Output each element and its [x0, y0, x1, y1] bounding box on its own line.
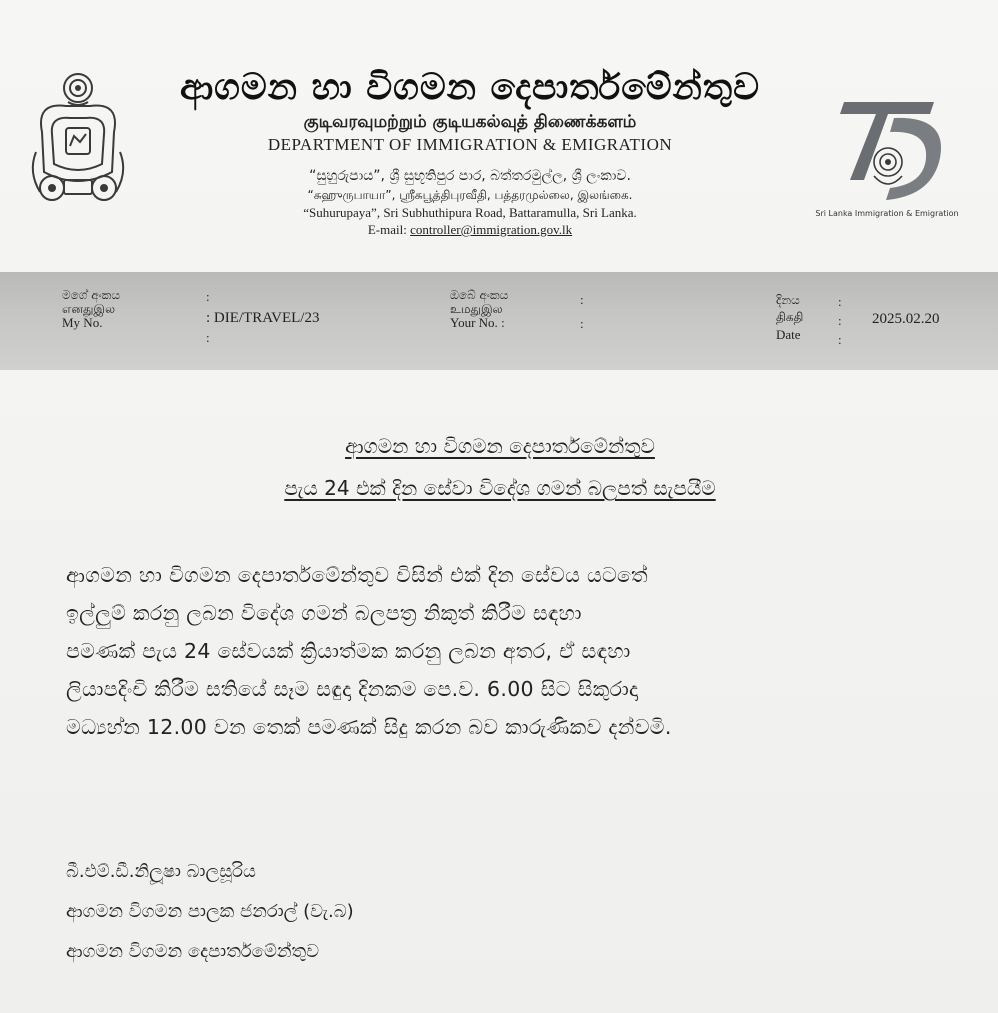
signatory-name: බී.එම්.ඩී.නිලූෂා බාලසූරිය	[66, 861, 256, 882]
my-no-value	[206, 310, 319, 327]
signatory-department: ආගමන විගමන දෙපාර්තමේන්තුව	[66, 941, 320, 962]
your-no-label-tamil: உமதுஇல	[450, 302, 503, 316]
address-tamil: “சுஹுருபாயா”, ஸ்ரீசுபூத்திபுரவீதி, பத்தரமுல்லை, இலங்கை.	[307, 188, 633, 202]
colon: :	[580, 316, 584, 331]
date-labels	[776, 292, 803, 343]
email-line	[150, 221, 790, 238]
colon: :	[838, 313, 842, 328]
colon: :	[501, 315, 505, 330]
date-label-english: Date	[776, 327, 801, 342]
paragraph-line: පමණක් පැය 24 සේවයක් ක්‍රියාත්මක කරනු ලබන අතර, ඒ සඳහා	[66, 639, 631, 663]
address-sinhala: “සුහුරුපාය”, ශ්‍රී සුභූතිපුර පාර, බත්තරමුල්ල, ශ්‍රී ලංකාව.	[309, 168, 631, 184]
date-value: 2025.02.20	[872, 311, 940, 327]
my-no-value-text: DIE/TRAVEL/23	[213, 310, 320, 326]
colon: :	[206, 310, 211, 326]
paragraph-line: ලියාපදිංචි කිරීම සතියේ සෑම සඳුදා දිනකම පෙ.ව. 6.00 සිට සිකුරාදා	[66, 677, 639, 701]
department-title-tamil: குடிவரவுமற்றும் குடியகல்வுத் திணைக்களம்	[303, 112, 637, 132]
notice-title-text-1: ආගමන හා විගමන දෙපාර්තමේන්තුව	[345, 434, 655, 458]
department-title-sinhala: ආගමන හා විගමන දෙපාර්තමේන්තුව	[179, 67, 760, 108]
notice-title-line-2	[150, 476, 850, 500]
notice-title-text-2: පැය 24 එක් දින සේවා විදේශ ගමන් බලපත් සැපයීම	[284, 476, 716, 500]
my-no-label-english: My No.	[62, 315, 103, 330]
colon: :	[838, 332, 842, 347]
national-emblem-icon	[22, 62, 134, 212]
colon: :	[838, 294, 842, 309]
letterhead-text	[150, 66, 790, 238]
your-no-labels	[450, 288, 508, 330]
address-english: “Suhurupaya”, Sri Subhuthipura Road, Battaramulla, Sri Lanka.	[303, 205, 637, 220]
your-no-label-english: Your No.	[450, 315, 498, 330]
email-label: E-mail:	[367, 222, 407, 237]
notice-paragraph	[66, 556, 946, 746]
department-title-english: DEPARTMENT OF IMMIGRATION & EMIGRATION	[267, 135, 673, 154]
signature-block	[66, 852, 666, 972]
my-no-label-sinhala: මගේ අංකය	[62, 288, 121, 302]
signatory-designation: ආගමන විගමන පාලක ජනරාල් (වැ.බ)	[66, 901, 354, 922]
anniversary-75-logo-icon	[810, 92, 960, 222]
colon: :	[206, 330, 210, 345]
your-no-label-sinhala: ඔබේ අංකය	[450, 288, 509, 302]
your-no-label-english-line	[450, 316, 508, 330]
email-link[interactable]: controller@immigration.gov.lk	[410, 222, 573, 237]
colon: :	[580, 292, 584, 307]
my-no-label-tamil: எனதுஇல	[62, 302, 116, 316]
date-label-sinhala: දිනය	[776, 293, 800, 307]
letterhead	[0, 0, 998, 272]
my-no-labels	[62, 288, 120, 330]
logo-caption: Sri Lanka Immigration & Emigration	[815, 209, 959, 218]
paragraph-line: ඉල්ලුම් කරනු ලබන විදේශ ගමන් බලපත්‍ර නිකුත් කිරීම සඳහා	[66, 601, 582, 625]
paragraph-line: මධ්‍යහ්න 12.00 වන තෙක් පමණක් සිදු කරන බව කාරුණිකව දන්වමි.	[66, 715, 672, 739]
paragraph-line: ආගමන හා විගමන දෙපාර්තමේන්තුව විසින් එක් දින සේවය යටතේ	[66, 563, 648, 587]
date-label-tamil: திகதி	[776, 310, 804, 324]
notice-title-line-1	[150, 434, 850, 458]
colon: :	[206, 289, 210, 304]
